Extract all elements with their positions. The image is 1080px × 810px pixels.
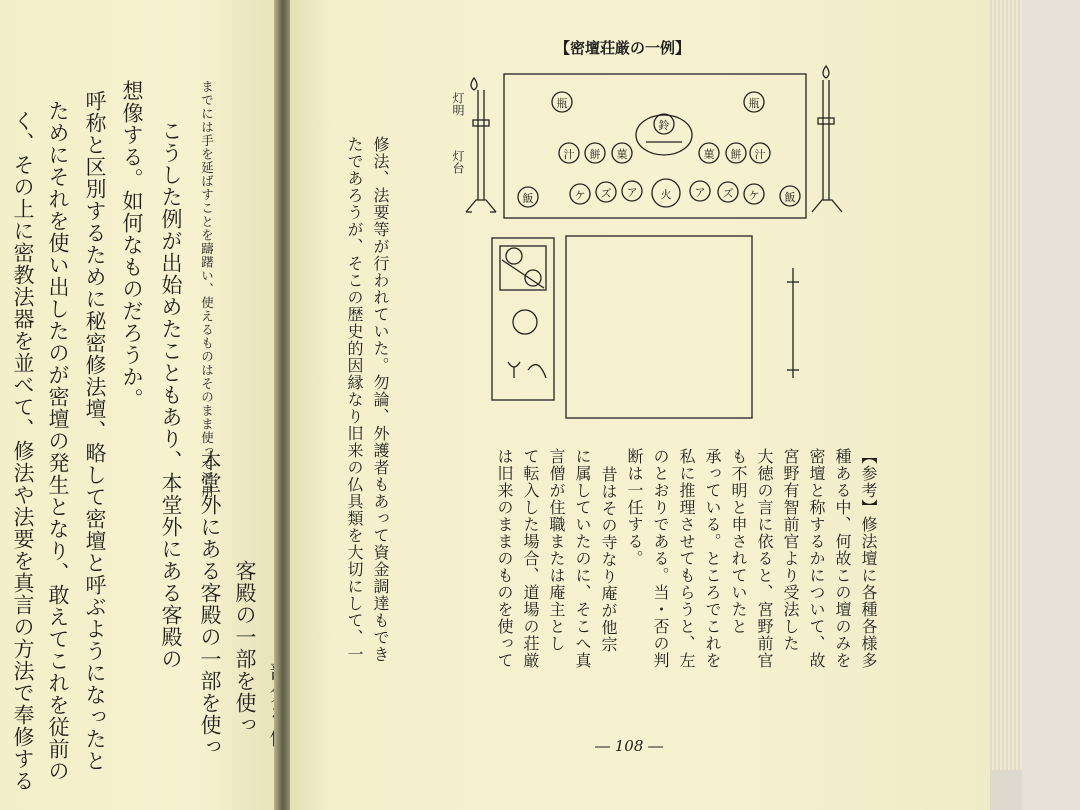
text-column: 大徳の言に依ると、宮野前官 bbox=[755, 448, 774, 669]
a-item: ア bbox=[694, 186, 706, 199]
left-page bbox=[0, 0, 282, 810]
text-column: も不明と申されていたと bbox=[729, 448, 748, 635]
diagram-title: 【密壇荘厳の一例】 bbox=[555, 39, 691, 57]
text-column: 修法、法要等が行われていた。勿論、外護者もあって資金調達もでき bbox=[371, 136, 390, 663]
text-column: のとおりである。当・否の判 bbox=[651, 448, 670, 669]
text-column: に属していたのに、そこへ真 bbox=[573, 448, 592, 669]
lamp-label: 灯明 bbox=[451, 92, 465, 116]
page-number: ― 108 ― bbox=[595, 737, 664, 755]
bell-item: 鈴 bbox=[658, 119, 670, 132]
lamp-stand-label: 灯台 bbox=[451, 150, 465, 174]
a-item: ア bbox=[626, 186, 638, 199]
rice-item: 飯 bbox=[522, 192, 534, 205]
zu-item: ズ bbox=[600, 187, 612, 200]
text-column: たであろうが、そこの歴史的因縁なり旧来の仏具類を大切にして、一 bbox=[345, 136, 364, 663]
text-column: 宮野有智前官より受法した bbox=[781, 448, 800, 652]
text-column: 種ある中、何故この壇のみを bbox=[833, 448, 852, 669]
page-edges bbox=[988, 0, 1024, 770]
zu-item: ズ bbox=[722, 187, 734, 200]
text-column: は旧来のままのものを使って bbox=[495, 448, 514, 669]
text-column: 承っている。ところでこれを bbox=[703, 448, 722, 669]
left-text-column: く、その上に密教法器を並べて、修法や法要を真言の方法で奉修する bbox=[11, 110, 35, 792]
mitsudan-diagram bbox=[290, 0, 990, 810]
vase-item: 瓶 bbox=[556, 97, 568, 110]
text-column: て転入した場合、道場の荘厳 bbox=[521, 448, 540, 669]
vase-item: 瓶 bbox=[748, 97, 760, 110]
fire-item: 火 bbox=[660, 188, 672, 201]
book-cover bbox=[1022, 0, 1080, 810]
soup-item: 汁 bbox=[754, 148, 766, 161]
rice-cake-item: 餅 bbox=[589, 148, 601, 161]
ke-item: ケ bbox=[574, 189, 586, 202]
text-column: 【参考】修法壇に各種各様多 bbox=[859, 448, 878, 669]
text-column: 言僧が住職または庵主とし bbox=[547, 448, 566, 652]
rice-item: 飯 bbox=[784, 191, 796, 204]
soup-item: 汁 bbox=[563, 148, 575, 161]
text-column: 私に推理させてもらうと、左 bbox=[677, 448, 696, 669]
small-text-column: までには手を延ばすことを躊躇い、使えるものはそのまま使って活用 bbox=[199, 80, 215, 499]
left-text-column: 呼称と区別するために秘密修法壇、略して密壇と呼ぶようになったと bbox=[83, 90, 107, 772]
fruit-item: 菓 bbox=[703, 148, 715, 161]
left-text-column: 想像する。如何なものだろうか。 bbox=[120, 80, 144, 410]
left-text-column: 本堂外にある客殿の一部を使っ bbox=[198, 450, 222, 758]
rice-cake-item: 餅 bbox=[730, 148, 742, 161]
text-column: 昔はその寺なり庵が他宗 bbox=[599, 466, 618, 653]
text-column: 密壇と称するかについて、故 bbox=[807, 448, 826, 669]
left-text-column: ためにそれを使い出したのが密壇の発生となり、敢えてこれを従前の bbox=[46, 100, 70, 782]
ke-item: ケ bbox=[748, 189, 760, 202]
left-text-column: 客殿の一部を使っ bbox=[233, 560, 257, 736]
fruit-item: 菓 bbox=[616, 148, 628, 161]
text-column: 断は一任する。 bbox=[625, 448, 644, 567]
left-text-column: こうした例が出始めたこともあり、本堂外にある客殿の bbox=[159, 120, 183, 670]
